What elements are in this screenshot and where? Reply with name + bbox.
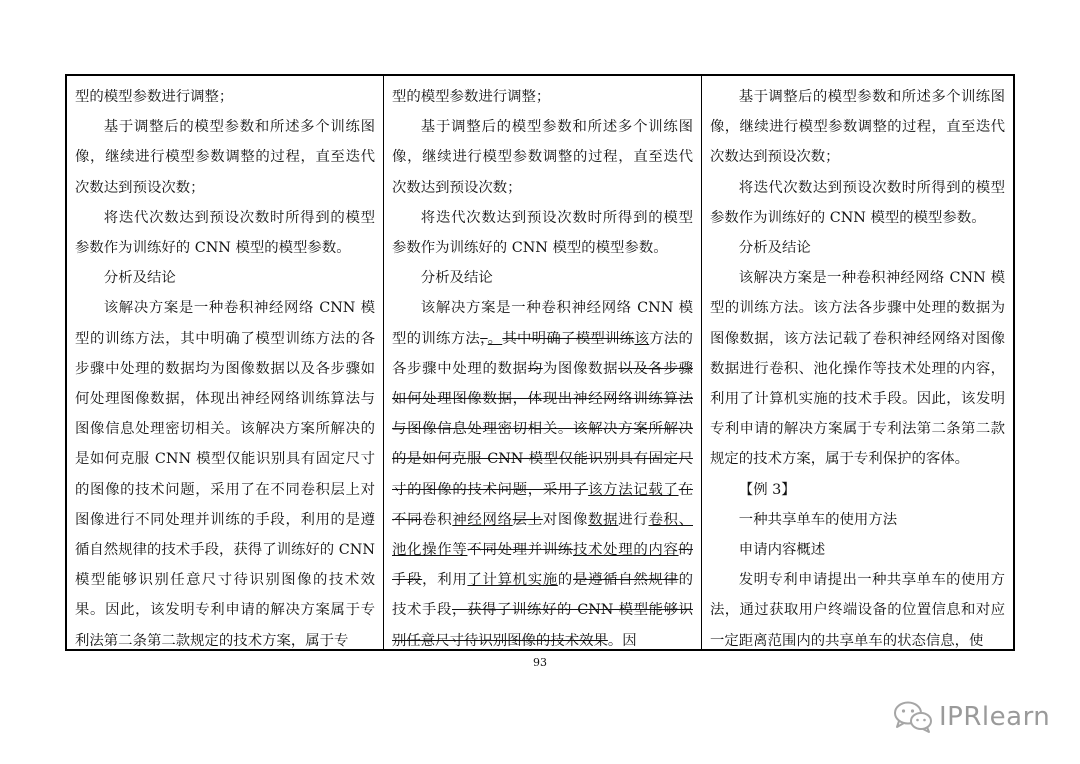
paragraph: 型的模型参数进行调整；	[392, 89, 551, 105]
text-unchanged: 该解决方案是一种卷积神经网络 CNN 模型的训练方法	[392, 300, 693, 347]
text-unchanged: 。因	[607, 632, 637, 649]
paragraph: 基于调整后的模型参数和所述多个训练图像，继续进行模型参数调整的过程，直至迭代次数达到预设次数；	[710, 89, 1005, 166]
text-unchanged: 方法的各步骤中处理的数据	[392, 330, 693, 377]
text-deleted: ，获得了训练好的 CNN 模型能够识别任意尺寸待识别图像的技术效果	[392, 602, 693, 649]
column-revision-marked	[384, 76, 702, 649]
text-deleted: ，	[480, 330, 488, 347]
text-unchanged: 卷积	[422, 511, 453, 528]
column-original	[67, 76, 384, 649]
paragraph: 基于调整后的模型参数和所述多个训练图像，继续进行模型参数调整的过程，直至迭代次数达到预设次数；	[392, 119, 693, 196]
paragraph: 基于调整后的模型参数和所述多个训练图像，继续进行模型参数调整的过程，直至迭代次数达到预设次数；	[75, 119, 375, 196]
text-deleted: 层上	[512, 511, 543, 528]
text-deleted: 不同处理并训练	[467, 542, 573, 559]
text-deleted: 在不同	[392, 481, 693, 528]
text-inserted: 。	[487, 330, 503, 347]
text-deleted: 其中明确了模型训练	[502, 330, 635, 347]
text-deleted: 均	[527, 360, 543, 377]
text-inserted: 该	[634, 330, 650, 347]
text-unchanged: 对图像	[542, 511, 589, 528]
paragraph: 将迭代次数达到预设次数时所得到的模型参数作为训练好的 CNN 模型的模型参数。	[392, 209, 693, 257]
text-inserted: 该方法记载了	[588, 481, 679, 498]
comparison-table	[65, 74, 1015, 651]
text-inserted: 数据	[588, 511, 619, 528]
watermark-text: IPRlearn	[939, 702, 1051, 732]
section-heading: 分析及结论	[738, 240, 811, 257]
watermark	[893, 700, 1050, 734]
paragraph: 该解决方案是一种卷积神经网络 CNN 模型的训练方法。该方法各步骤中处理的数据为图像数据，该方法记载了卷积神经网络对图像数据进行卷积、池化操作等技术处理的内容，利用了计算机实施的技术手段。因此，该发明专利申请的解决方案属于专利法第二条第二款规定的技术方案，属于专利保护的客体。	[710, 270, 1005, 468]
paragraph: 型的模型参数进行调整；	[75, 89, 234, 105]
text-deleted: 以及各步骤如何处理图像数据，体现出神经网络训练算法与图像信息处理密切相关。该解决方案所解决的是如何克服 CNN 模型仅能识别具有固定尺寸的图像的技术问题，采用了	[392, 360, 693, 498]
paragraph: 将迭代次数达到预设次数时所得到的模型参数作为训练好的 CNN 模型的模型参数。	[710, 179, 1005, 226]
text-deleted: 是遵循自然规律	[573, 572, 679, 589]
column-revised	[702, 76, 1013, 649]
page-number: 93	[533, 656, 547, 669]
section-heading: 分析及结论	[103, 270, 176, 287]
text-unchanged: 的	[557, 572, 573, 589]
paragraph: 该解决方案是一种卷积神经网络 CNN 模型的训练方法，其中明确了模型训练方法的各步骤中处理的数据均为图像数据以及各步骤如何处理图像数据，体现出神经网络训练算法与图像信息处理密切相关。该解决方案所解决的是如何克服 CNN 模型仅能识别具有固定尺寸的图像的技术问题，采用了在不同卷积层上对图像进行不同处理并训练的手段，利用的是遵循自然规律的技术手段，获得了训练好的 CNN模型能够识别任意尺寸待识别图像的技术效果。因此，该发明专利申请的解决方案属于专利法第二条第二款规定的技术方案，属于专	[75, 300, 375, 649]
text-unchanged: ，利用	[422, 572, 468, 589]
text-unchanged: 为图像数据	[542, 360, 619, 377]
text-inserted: 了计算机实施	[467, 572, 558, 589]
paragraph: 发明专利申请提出一种共享单车的使用方法，通过获取用户终端设备的位置信息和对应一定距离范围内的共享单车的状态信息，使	[710, 572, 1005, 649]
wechat-icon	[893, 700, 933, 734]
text-inserted: 技术处理的内容	[573, 542, 679, 559]
text-unchanged: 的技术手段	[392, 572, 693, 619]
revision-paragraph	[392, 293, 693, 649]
example-title: 一种共享单车的使用方法	[738, 511, 898, 528]
section-heading: 申请内容概述	[738, 542, 826, 559]
text-unchanged: 进行	[618, 511, 649, 528]
text-deleted: 的手段	[392, 542, 693, 589]
paragraph: 将迭代次数达到预设次数时所得到的模型参数作为训练好的 CNN 模型的模型参数。	[75, 209, 375, 257]
text-inserted: 神经网络	[452, 511, 513, 528]
text-inserted: 卷积、池化操作等	[392, 511, 693, 559]
section-heading: 分析及结论	[420, 270, 493, 287]
example-heading: 【例 3】	[738, 481, 796, 498]
